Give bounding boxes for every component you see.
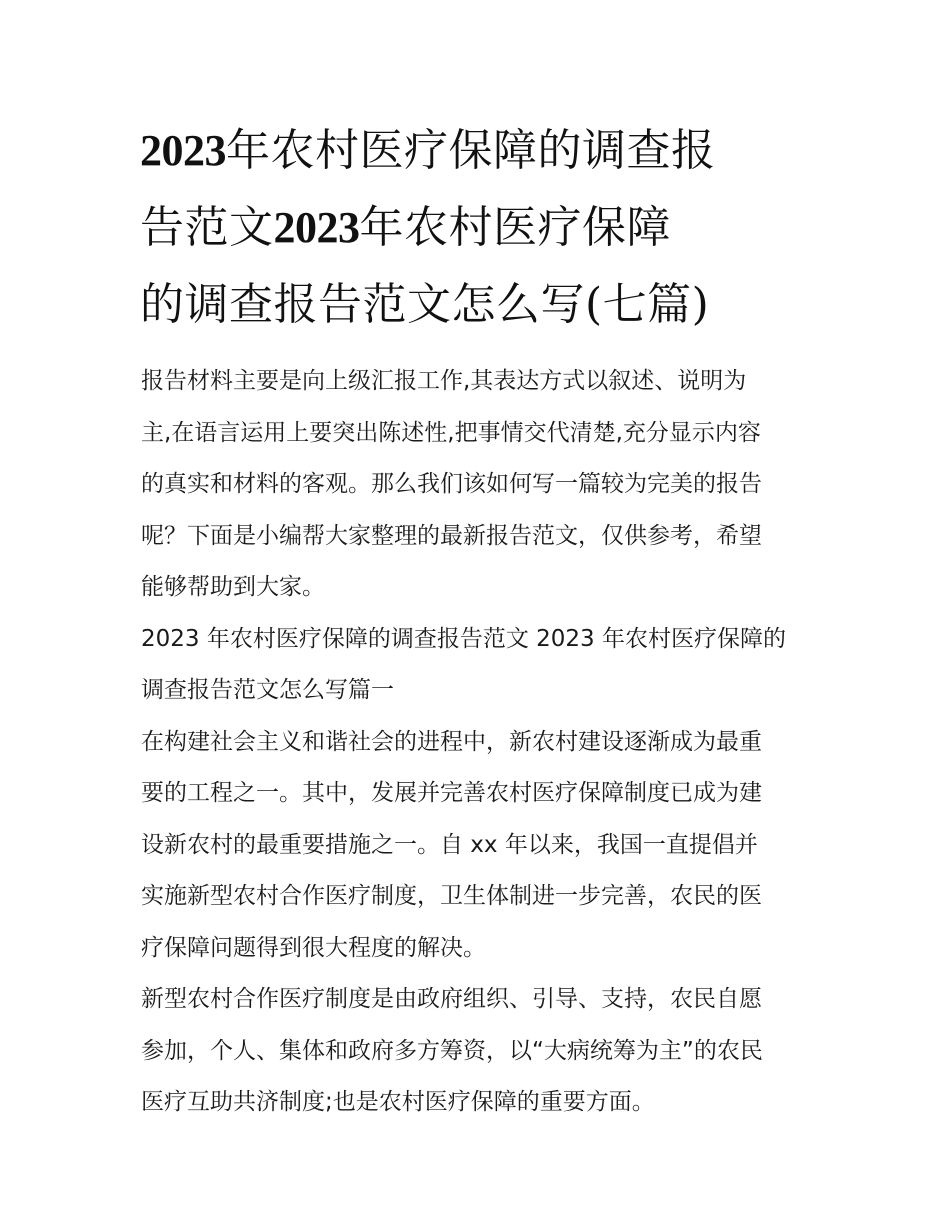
title-text: 年农村医疗保障 — [359, 202, 671, 253]
paragraph — [141, 717, 821, 975]
title-text: 的调查报告范文怎么写(七篇) — [140, 279, 710, 330]
text-line: 报告材料主要是向上级汇报工作,其表达方式以叙述、说明为 — [141, 368, 747, 394]
text-line: 的真实和材料的客观。那么我们该如何写一篇较为完美的报告 — [141, 471, 762, 497]
title-year: 2023 — [140, 126, 226, 175]
title-text: 告范文 — [140, 202, 274, 253]
text-line: 呢？下面是小编帮大家整理的最新报告范文，仅供参考，希望 — [141, 522, 762, 549]
title-text: 年农村医疗保障的调查报 — [226, 125, 716, 176]
paragraph — [141, 974, 821, 1129]
title-year: 2023 — [273, 203, 360, 252]
text-line: 2023 年农村医疗保障的调查报告范文 2023 年农村医疗保障的 — [141, 625, 786, 652]
title-line-3 — [140, 266, 820, 343]
text-line: 疗保障问题得到很大程度的解决。 — [141, 934, 486, 961]
text-line: 主,在语言运用上要突出陈述性,把事情交代清楚,充分显示内容 — [141, 419, 761, 446]
text-line: 医疗互助共济制度;也是农村医疗保障的重要方面。 — [141, 1089, 655, 1115]
text-line: 新型农村合作医疗制度是由政府组织、引导、支持，农民自愿 — [141, 986, 762, 1012]
paragraph-intro — [141, 356, 821, 614]
section-heading — [141, 614, 821, 717]
document-title — [140, 112, 820, 343]
text-line: 参加，个人、集体和政府多方筹资，以“大病统筹为主”的农民 — [141, 1037, 763, 1064]
title-line-2 — [140, 189, 820, 266]
title-line-1 — [140, 112, 820, 189]
text-line: 实施新型农村合作医疗制度，卫生体制进一步完善，农民的医 — [141, 883, 762, 909]
text-line: 设新农村的最重要措施之一。自 xx 年以来，我国一直提倡并 — [141, 831, 758, 858]
document-body — [141, 356, 821, 1129]
text-line: 要的工程之一。其中，发展并完善农村医疗保障制度已成为建 — [141, 780, 762, 806]
text-line: 在构建社会主义和谐社会的进程中，新农村建设逐渐成为最重 — [141, 728, 762, 755]
text-line: 调查报告范文怎么写篇一 — [141, 677, 394, 703]
text-line: 能够帮助到大家。 — [141, 574, 325, 600]
